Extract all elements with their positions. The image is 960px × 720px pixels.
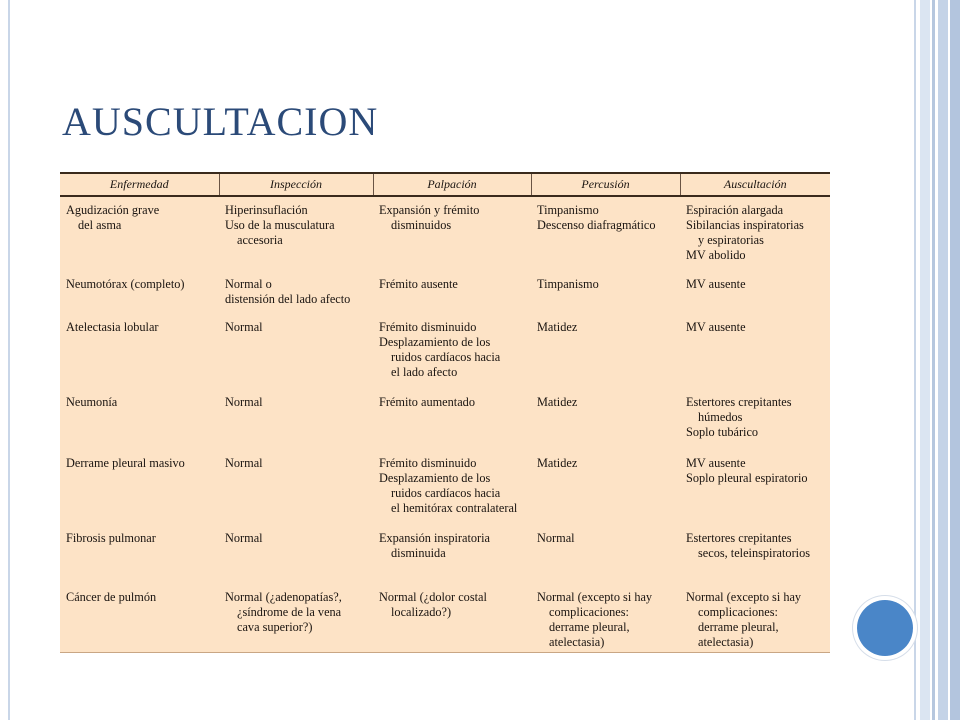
cell-line: Frémito disminuido — [379, 456, 477, 470]
table-row — [60, 320, 830, 395]
cell-line: Normal o — [225, 277, 272, 291]
cell-auscultacion — [680, 456, 830, 531]
cell-line: Normal (¿adenopatías?, — [225, 590, 342, 604]
clinical-findings-table — [60, 172, 830, 650]
cell-line: Frémito disminuido — [379, 320, 477, 334]
cell-auscultacion — [680, 277, 830, 320]
cell-line: MV abolido — [686, 248, 746, 262]
frame-bar — [938, 0, 948, 720]
cell-palpacion — [373, 456, 531, 531]
cell-line: Cáncer de pulmón — [66, 590, 157, 604]
cell-auscultacion — [680, 395, 830, 456]
cell-line: Expansión y frémito — [379, 203, 480, 217]
cell-line: Neumonía — [66, 395, 118, 409]
cell-line: derrame pleural, — [698, 620, 779, 634]
cell-line: Sibilancias inspiratorias — [686, 218, 804, 232]
frame-bar — [932, 0, 935, 720]
cell-palpacion — [373, 320, 531, 395]
cell-line: y espiratorias — [698, 233, 764, 247]
cell-inspeccion — [219, 277, 373, 320]
cell-line: Espiración alargada — [686, 203, 784, 217]
header-inspeccion: Inspección — [219, 173, 373, 196]
cell-line: Expansión inspiratoria — [379, 531, 490, 545]
cell-percusion — [531, 196, 680, 277]
cell-line: MV ausente — [686, 320, 746, 334]
cell-line: MV ausente — [686, 456, 746, 470]
cell-line: cava superior?) — [237, 620, 313, 634]
cell-palpacion — [373, 590, 531, 650]
cell-inspeccion — [219, 320, 373, 395]
frame-bar — [914, 0, 916, 720]
cell-enfermedad — [60, 196, 219, 277]
cell-percusion — [531, 395, 680, 456]
cell-auscultacion — [680, 320, 830, 395]
cell-percusion — [531, 277, 680, 320]
cell-enfermedad — [60, 320, 219, 395]
cell-palpacion — [373, 196, 531, 277]
cell-inspeccion — [219, 395, 373, 456]
cell-enfermedad — [60, 590, 219, 650]
cell-line: Normal (¿dolor costal — [379, 590, 487, 604]
table-row — [60, 395, 830, 456]
cell-auscultacion — [680, 196, 830, 277]
cell-line: complicaciones: — [549, 605, 629, 619]
cell-line: Frémito ausente — [379, 277, 458, 291]
table-row — [60, 456, 830, 531]
cell-enfermedad — [60, 531, 219, 590]
slide-frame-left-line — [8, 0, 10, 720]
cell-line: distensión del lado afecto — [225, 292, 351, 306]
cell-inspeccion — [219, 590, 373, 650]
cell-percusion — [531, 531, 680, 590]
table-header-row — [60, 173, 830, 196]
header-enfermedad: Enfermedad — [60, 173, 219, 196]
cell-line: ruidos cardíacos hacia — [391, 486, 501, 500]
cell-auscultacion — [680, 590, 830, 650]
cell-inspeccion — [219, 196, 373, 277]
cell-palpacion — [373, 277, 531, 320]
cell-line: ¿síndrome de la vena — [237, 605, 342, 619]
cell-line: Desplazamiento de los — [379, 335, 491, 349]
table-row — [60, 277, 830, 320]
cell-line: el hemitórax contralateral — [391, 501, 518, 515]
cell-line: complicaciones: — [698, 605, 778, 619]
frame-bar — [920, 0, 930, 720]
cell-line: Agudización grave — [66, 203, 160, 217]
cell-line: Soplo pleural espiratorio — [686, 471, 808, 485]
cell-enfermedad — [60, 456, 219, 531]
clinical-findings-table-image — [60, 172, 830, 653]
cell-percusion — [531, 456, 680, 531]
cell-line: el lado afecto — [391, 365, 458, 379]
cell-line: Derrame pleural masivo — [66, 456, 185, 470]
cell-percusion — [531, 320, 680, 395]
cell-line: secos, teleinspiratorios — [698, 546, 811, 560]
cell-percusion — [531, 590, 680, 650]
frame-bar — [950, 0, 960, 720]
header-percusion: Percusión — [531, 173, 680, 196]
slide-title: AUSCULTACION — [62, 99, 379, 144]
cell-line: del asma — [78, 218, 122, 232]
cell-line: disminuida — [391, 546, 446, 560]
cell-line: disminuidos — [391, 218, 452, 232]
decorative-circle — [857, 600, 913, 656]
cell-line: MV ausente — [686, 277, 746, 291]
cell-auscultacion — [680, 531, 830, 590]
cell-line: Normal — [225, 456, 263, 470]
cell-line: Normal — [225, 531, 263, 545]
cell-line: Fibrosis pulmonar — [66, 531, 156, 545]
cell-line: Frémito aumentado — [379, 395, 475, 409]
cell-line: Timpanismo — [537, 277, 599, 291]
cell-line: Descenso diafragmático — [537, 218, 656, 232]
cell-line: Matidez — [537, 320, 578, 334]
cell-line: Normal — [225, 320, 263, 334]
cell-line: Matidez — [537, 456, 578, 470]
cell-line: localizado?) — [391, 605, 452, 619]
cell-line: Desplazamiento de los — [379, 471, 491, 485]
cell-line: atelectasia) — [549, 635, 605, 649]
cell-line: Estertores crepitantes — [686, 531, 792, 545]
cell-line: Uso de la musculatura — [225, 218, 335, 232]
slide-frame-right-bars — [914, 0, 960, 720]
cell-line: Estertores crepitantes — [686, 395, 792, 409]
cell-line: accesoria — [237, 233, 283, 247]
cell-inspeccion — [219, 456, 373, 531]
cell-line: ruidos cardíacos hacia — [391, 350, 501, 364]
cell-line: Normal (excepto si hay — [537, 590, 653, 604]
cell-line: Soplo tubárico — [686, 425, 759, 439]
cell-line: húmedos — [698, 410, 743, 424]
cell-line: Matidez — [537, 395, 578, 409]
cell-line: Hiperinsuflación — [225, 203, 308, 217]
cell-line: Timpanismo — [537, 203, 599, 217]
cell-inspeccion — [219, 531, 373, 590]
cell-palpacion — [373, 531, 531, 590]
cell-enfermedad — [60, 277, 219, 320]
table-row — [60, 196, 830, 277]
cell-line: Atelectasia lobular — [66, 320, 159, 334]
header-palpacion: Palpación — [373, 173, 531, 196]
cell-line: Normal — [225, 395, 263, 409]
cell-palpacion — [373, 395, 531, 456]
cell-line: Normal — [537, 531, 575, 545]
cell-line: derrame pleural, — [549, 620, 630, 634]
table-row — [60, 531, 830, 590]
cell-line: Neumotórax (completo) — [66, 277, 185, 291]
header-auscultacion: Auscultación — [680, 173, 830, 196]
cell-line: Normal (excepto si hay — [686, 590, 802, 604]
table-row — [60, 590, 830, 650]
cell-enfermedad — [60, 395, 219, 456]
cell-line: atelectasia) — [698, 635, 754, 649]
